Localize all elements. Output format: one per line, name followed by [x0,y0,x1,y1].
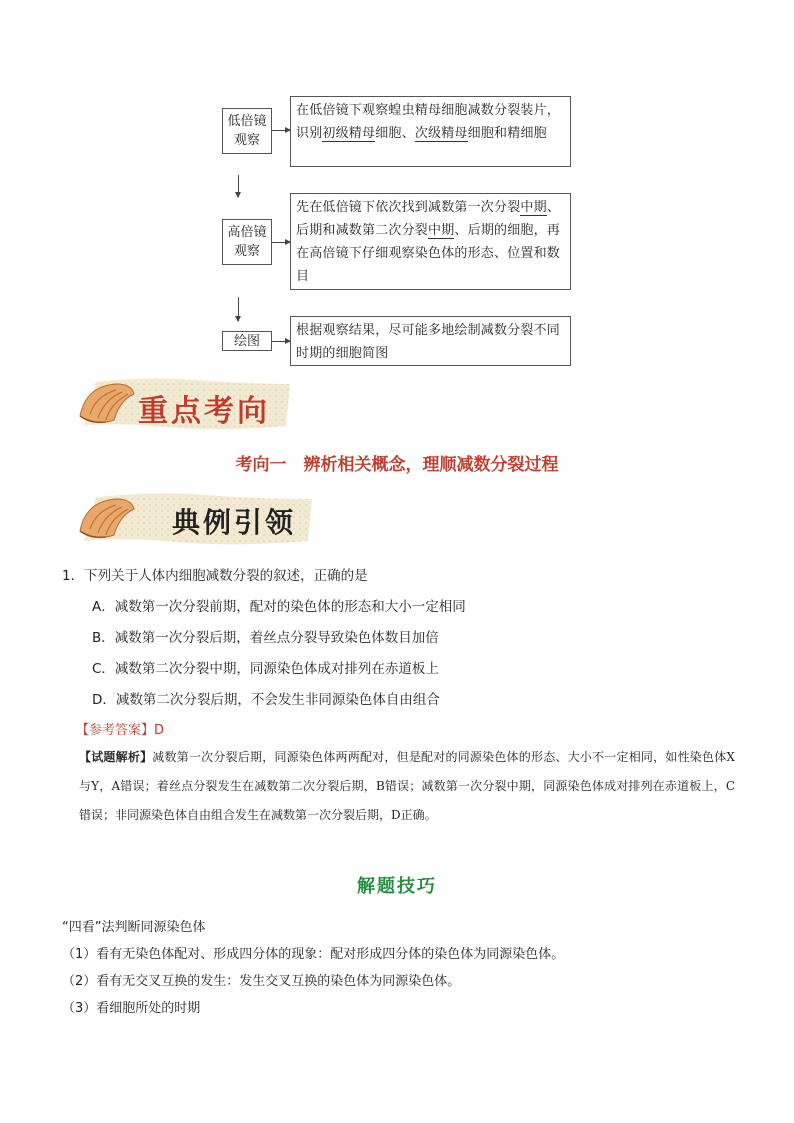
seashell-icon [76,378,136,428]
option-d: D．减数第二次分裂后期，不会发生非同源染色体自由组合 [92,692,440,708]
step2-text-c: 、后期的细胞，再在高倍镜下仔细观察染色体的形态、位置和数目 [296,223,561,284]
tips-title: 解题技巧 [357,876,437,897]
step2-arrow-icon [272,242,290,243]
step1-underline-2: 次级精母 [414,126,468,141]
step2-underline-1: 中期 [520,200,547,215]
answer-line [76,719,164,738]
step3-arrow-icon [272,341,290,342]
step2-text-b: 、后期和减数第二次分裂 [296,200,561,238]
step1-arrow-icon [272,130,290,131]
down-arrow-2-icon [238,297,239,321]
tips-item-3: （3）看细胞所处的时期 [62,1001,201,1016]
step2-box [290,193,571,290]
option-a: A．减数第一次分裂前期，配对的染色体的形态和大小一定相同 [92,599,466,615]
answer-value: D [154,723,165,738]
step1-underline-1: 初级精母 [322,126,376,141]
step1-label: 低倍镜 观察 [222,108,272,154]
step1-text-b: 细胞、 [375,126,415,141]
subheading: 考向一 辨析相关概念，理顺减数分裂过程 [235,455,559,475]
section-banner-examples [76,491,316,547]
analysis-paragraph [79,743,735,830]
option-b: B．减数第一次分裂后期，着丝点分裂导致染色体数目加倍 [92,630,439,646]
tips-item-1: （1）看有无染色体配对、形成四分体的现象：配对形成四分体的染色体为同源染色体。 [62,947,565,962]
step1-text-c: 细胞和精细胞 [467,126,547,141]
question-stem: 1．下列关于人体内细胞减数分裂的叙述，正确的是 [62,568,368,584]
step2-underline-2: 中期 [428,223,455,238]
banner-title: 重点考向 [138,394,270,429]
step3-label: 绘图 [222,331,272,351]
step2-text-a: 先在低倍镜下依次找到减数第一次分裂 [296,200,521,215]
step1-text-a: 在低倍镜下观察蝗虫精母细胞减数分裂装片，识别 [296,103,561,141]
down-arrow-1-icon [238,175,239,197]
tips-heading: “四看”法判断同源染色体 [62,920,206,935]
section-banner-key-topics [76,376,294,432]
banner-title: 典例引领 [172,506,297,539]
analysis-text: 减数第一次分裂后期，同源染色体两两配对，但是配对的同源染色体的形态、大小不一定相同，如性染色体X与Y，A错误；着丝点分裂发生在减数第二次分裂后期，B错误；减数第一次分裂中期，同源染色体成对排列在赤道板上，C错误；非同源染色体自由组合发生在减数第一次分裂后期，D正确。 [79,750,735,822]
analysis-tag: 【试题解析】 [79,750,153,764]
step3-box: 根据观察结果，尽可能多地绘制减数分裂不同时期的细胞简图 [290,316,571,366]
step2-label: 高倍镜 观察 [222,219,272,265]
answer-tag: 【参考答案】 [76,723,155,738]
tips-item-2: （2）看有无交叉互换的发生：发生交叉互换的染色体为同源染色体。 [62,974,461,989]
option-c: C．减数第二次分裂中期，同源染色体成对排列在赤道板上 [92,661,439,677]
step1-box [290,96,571,167]
seashell-icon [76,493,136,543]
